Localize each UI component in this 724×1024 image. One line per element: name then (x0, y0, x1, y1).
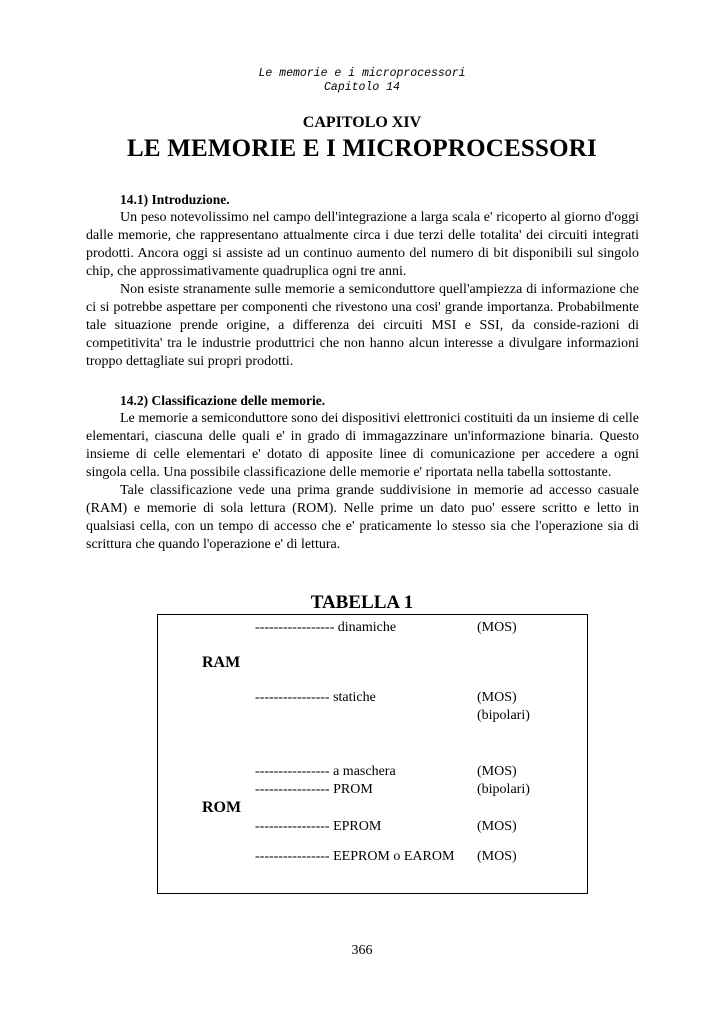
table-row-tech: (MOS) (477, 690, 517, 705)
section-heading: 14.2) Classificazione delle memorie. (120, 393, 326, 408)
running-header-chapter: Capitolo 14 (324, 81, 400, 94)
paragraph: Tale classificazione vede una prima grande suddivisione in memorie ad accesso casuale (RAM) e memorie di sola lettura (ROM). Nelle prime un dato puo' essere scritto e letto in qualsiasi cella, con un tempo di accesso che e' praticamente lo stesso sia che l'operazione sia di scrittura che quando l'operazione e' di lettura. (86, 483, 639, 552)
section-classificazione (86, 392, 639, 554)
table-row-item: ----------------- dinamiche (255, 620, 397, 635)
table-row-item: ---------------- statiche (255, 690, 376, 705)
classification-table (157, 614, 588, 894)
page-number: 366 (351, 943, 373, 958)
paragraph: Un peso notevolissimo nel campo dell'integrazione a larga scala e' ricoperto al giorno d'oggi dalle memorie, che rappresentano attualmente circa i due terzi delle totalita' dei circuiti integrati prodotti. Ancora oggi si assiste ad un continuo aumento del numero di bit disponibili sul singolo chip, che approssimativamente quadruplica ogni tre anni. (86, 210, 639, 279)
table-row-item: ---------------- EPROM (255, 819, 382, 834)
page-title: LE MEMORIE E I MICROPROCESSORI (127, 135, 597, 162)
table-row-item: ---------------- PROM (255, 782, 373, 797)
group-label-rom: ROM (202, 799, 242, 816)
table-row-tech: (MOS) (477, 819, 517, 834)
section-introduzione (86, 191, 639, 371)
table-row-tech: (MOS) (477, 764, 517, 779)
section-heading: 14.1) Introduzione. (120, 192, 230, 207)
group-label-ram: RAM (202, 654, 241, 671)
running-header (0, 67, 724, 95)
table-row-tech: (MOS) (477, 620, 517, 635)
table-row-item: ---------------- EEPROM o EAROM (255, 849, 455, 864)
table-row-tech: (bipolari) (477, 782, 530, 797)
running-header-title: Le memorie e i microprocessori (258, 67, 466, 80)
chapter-label: CAPITOLO XIV (302, 114, 422, 131)
table-row-tech: (MOS) (477, 849, 517, 864)
table-title: TABELLA 1 (310, 592, 414, 613)
table-row-tech-secondary: (bipolari) (477, 708, 530, 723)
paragraph: Le memorie a semiconduttore sono dei dispositivi elettronici costituiti da un insieme di celle elementari, ciascuna delle quali e' in grado di immagazzinare un'informazione binaria. Questo insieme di celle elementari e' dotato di apposite linee di comunicazione per accedere a ogni singola cella. Una possibile classificazione delle memorie e' riportata nella tabella sottostante. (86, 411, 639, 480)
table-row-item: ---------------- a maschera (255, 764, 396, 779)
paragraph: Non esiste stranamente sulle memorie a semiconduttore quell'ampiezza di informazione che ci si potrebbe aspettare per componenti che rivestono una cosi' grande importanza. Probabilmente tale situazione prende origine, a differenza dei circuiti MSI e SSI, da conside-razioni di competitivita' tra le industrie produttrici che non hanno alcun interesse a divulgare informazioni troppo dettagliate sui propri prodotti. (86, 282, 639, 369)
